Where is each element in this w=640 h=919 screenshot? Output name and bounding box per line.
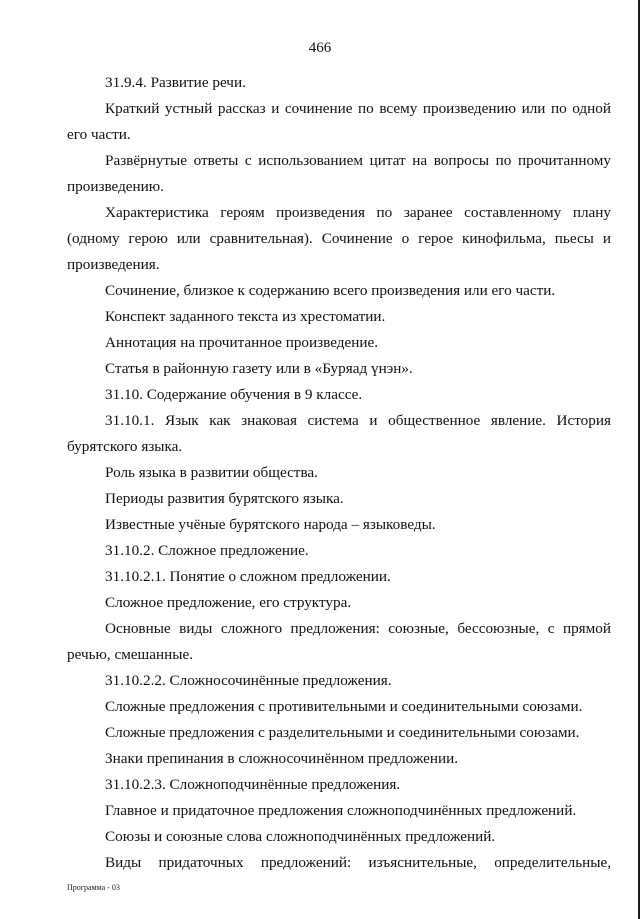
footer-label: Программа - 03 [67, 883, 120, 892]
paragraph: Известные учёные бурятского народа – языковеды. [105, 516, 436, 533]
section-heading-31-10-1: 31.10.1. Язык как знаковая система и общественное явление. История бурятского языка. [67, 412, 611, 455]
section-heading-31-9-4: 31.9.4. Развитие речи. [105, 74, 246, 91]
section-heading-31-10-2: 31.10.2. Сложное предложение. [105, 542, 309, 559]
paragraph: Статья в районную газету или в «Буряад үнэн». [105, 360, 413, 377]
paragraph: Краткий устный рассказ и сочинение по всему произведению или по одной его части. [67, 100, 611, 143]
section-heading-31-10: 31.10. Содержание обучения в 9 классе. [105, 386, 363, 403]
paragraph: Роль языка в развитии общества. [105, 464, 318, 481]
paragraph: Периоды развития бурятского языка. [105, 490, 344, 507]
paragraph: Виды придаточных предложений: изъяснительные, определительные, [105, 854, 611, 871]
paragraph: Сочинение, близкое к содержанию всего произведения или его части. [105, 282, 556, 299]
page-body [67, 70, 611, 876]
paragraph: Главное и придаточное предложения сложноподчинённых предложений. [105, 802, 577, 819]
paragraph: Аннотация на прочитанное произведение. [105, 334, 379, 351]
paragraph: Характеристика героям произведения по заранее составленному плану (одному герою или сравнительная). Сочинение о герое кинофильма, пьесы и произведения. [67, 204, 611, 273]
paragraph: Конспект заданного текста из хрестоматии. [105, 308, 386, 325]
paragraph: Знаки препинания в сложносочинённом предложении. [105, 750, 459, 767]
section-heading-31-10-2-2: 31.10.2.2. Сложносочинённые предложения. [105, 672, 392, 689]
paragraph: Сложные предложения с противительными и соединительными союзами. [105, 698, 583, 715]
paragraph: Сложное предложение, его структура. [105, 594, 352, 611]
paragraph: Сложные предложения с разделительными и соединительными союзами. [105, 724, 580, 741]
paragraph: Союзы и союзные слова сложноподчинённых предложений. [105, 828, 496, 845]
paragraph: Развёрнутые ответы с использованием цитат на вопросы по прочитанному произведению. [67, 152, 611, 195]
section-heading-31-10-2-3: 31.10.2.3. Сложноподчинённые предложения. [105, 776, 401, 793]
page-number: 466 [308, 40, 332, 56]
section-heading-31-10-2-1: 31.10.2.1. Понятие о сложном предложении. [105, 568, 391, 585]
paragraph: Основные виды сложного предложения: союзные, бессоюзные, с прямой речью, смешанные. [67, 620, 611, 663]
